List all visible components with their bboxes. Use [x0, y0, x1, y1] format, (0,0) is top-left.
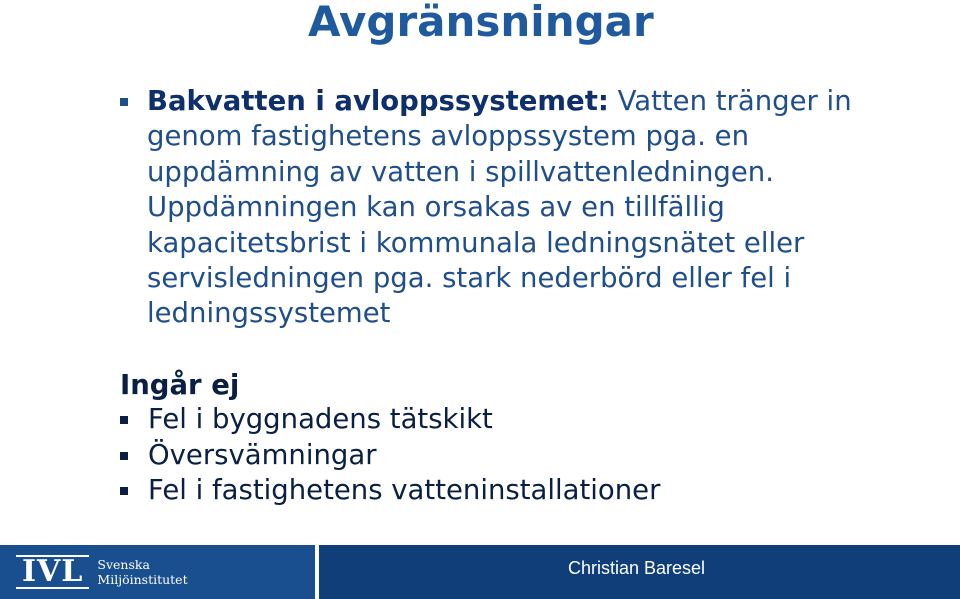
definition-bullet [147, 84, 907, 332]
list-item-text: Fel i byggnadens tätskikt [148, 403, 493, 435]
excluded-list [120, 402, 660, 509]
list-item [120, 438, 660, 474]
square-bullet-icon [120, 416, 128, 424]
square-bullet-icon [120, 98, 128, 106]
slide-title: Avgränsningar [308, 0, 654, 46]
definition-term: Bakvatten i avloppssystemet: [147, 85, 609, 117]
list-item-text: Översvämningar [148, 438, 377, 471]
list-item [120, 473, 660, 509]
square-bullet-icon [120, 452, 128, 460]
logo-line-1: Svenska [97, 557, 150, 572]
logo-mark: IVL [16, 555, 89, 589]
list-item-text: Fel i fastighetens vatteninstallationer [148, 474, 661, 506]
definition-text: Vatten tränger in genom fastighetens avloppssystem pga. en uppdämning av vatten i spillvattenledningen. Uppdämningen kan orsakas av en tillfällig kapacitetsbrist i kommunala ledningsnätet eller servisledningen pga. stark nederbörd eller fel i ledningssystemet [147, 85, 852, 330]
list-item [120, 402, 660, 438]
square-bullet-icon [120, 487, 128, 495]
ivl-logo [16, 555, 188, 589]
author-name: Christian Baresel [568, 558, 706, 578]
logo-line-2: Miljöinstitutet [97, 572, 188, 587]
excluded-heading: Ingår ej [120, 369, 240, 401]
logo-text [97, 557, 187, 587]
